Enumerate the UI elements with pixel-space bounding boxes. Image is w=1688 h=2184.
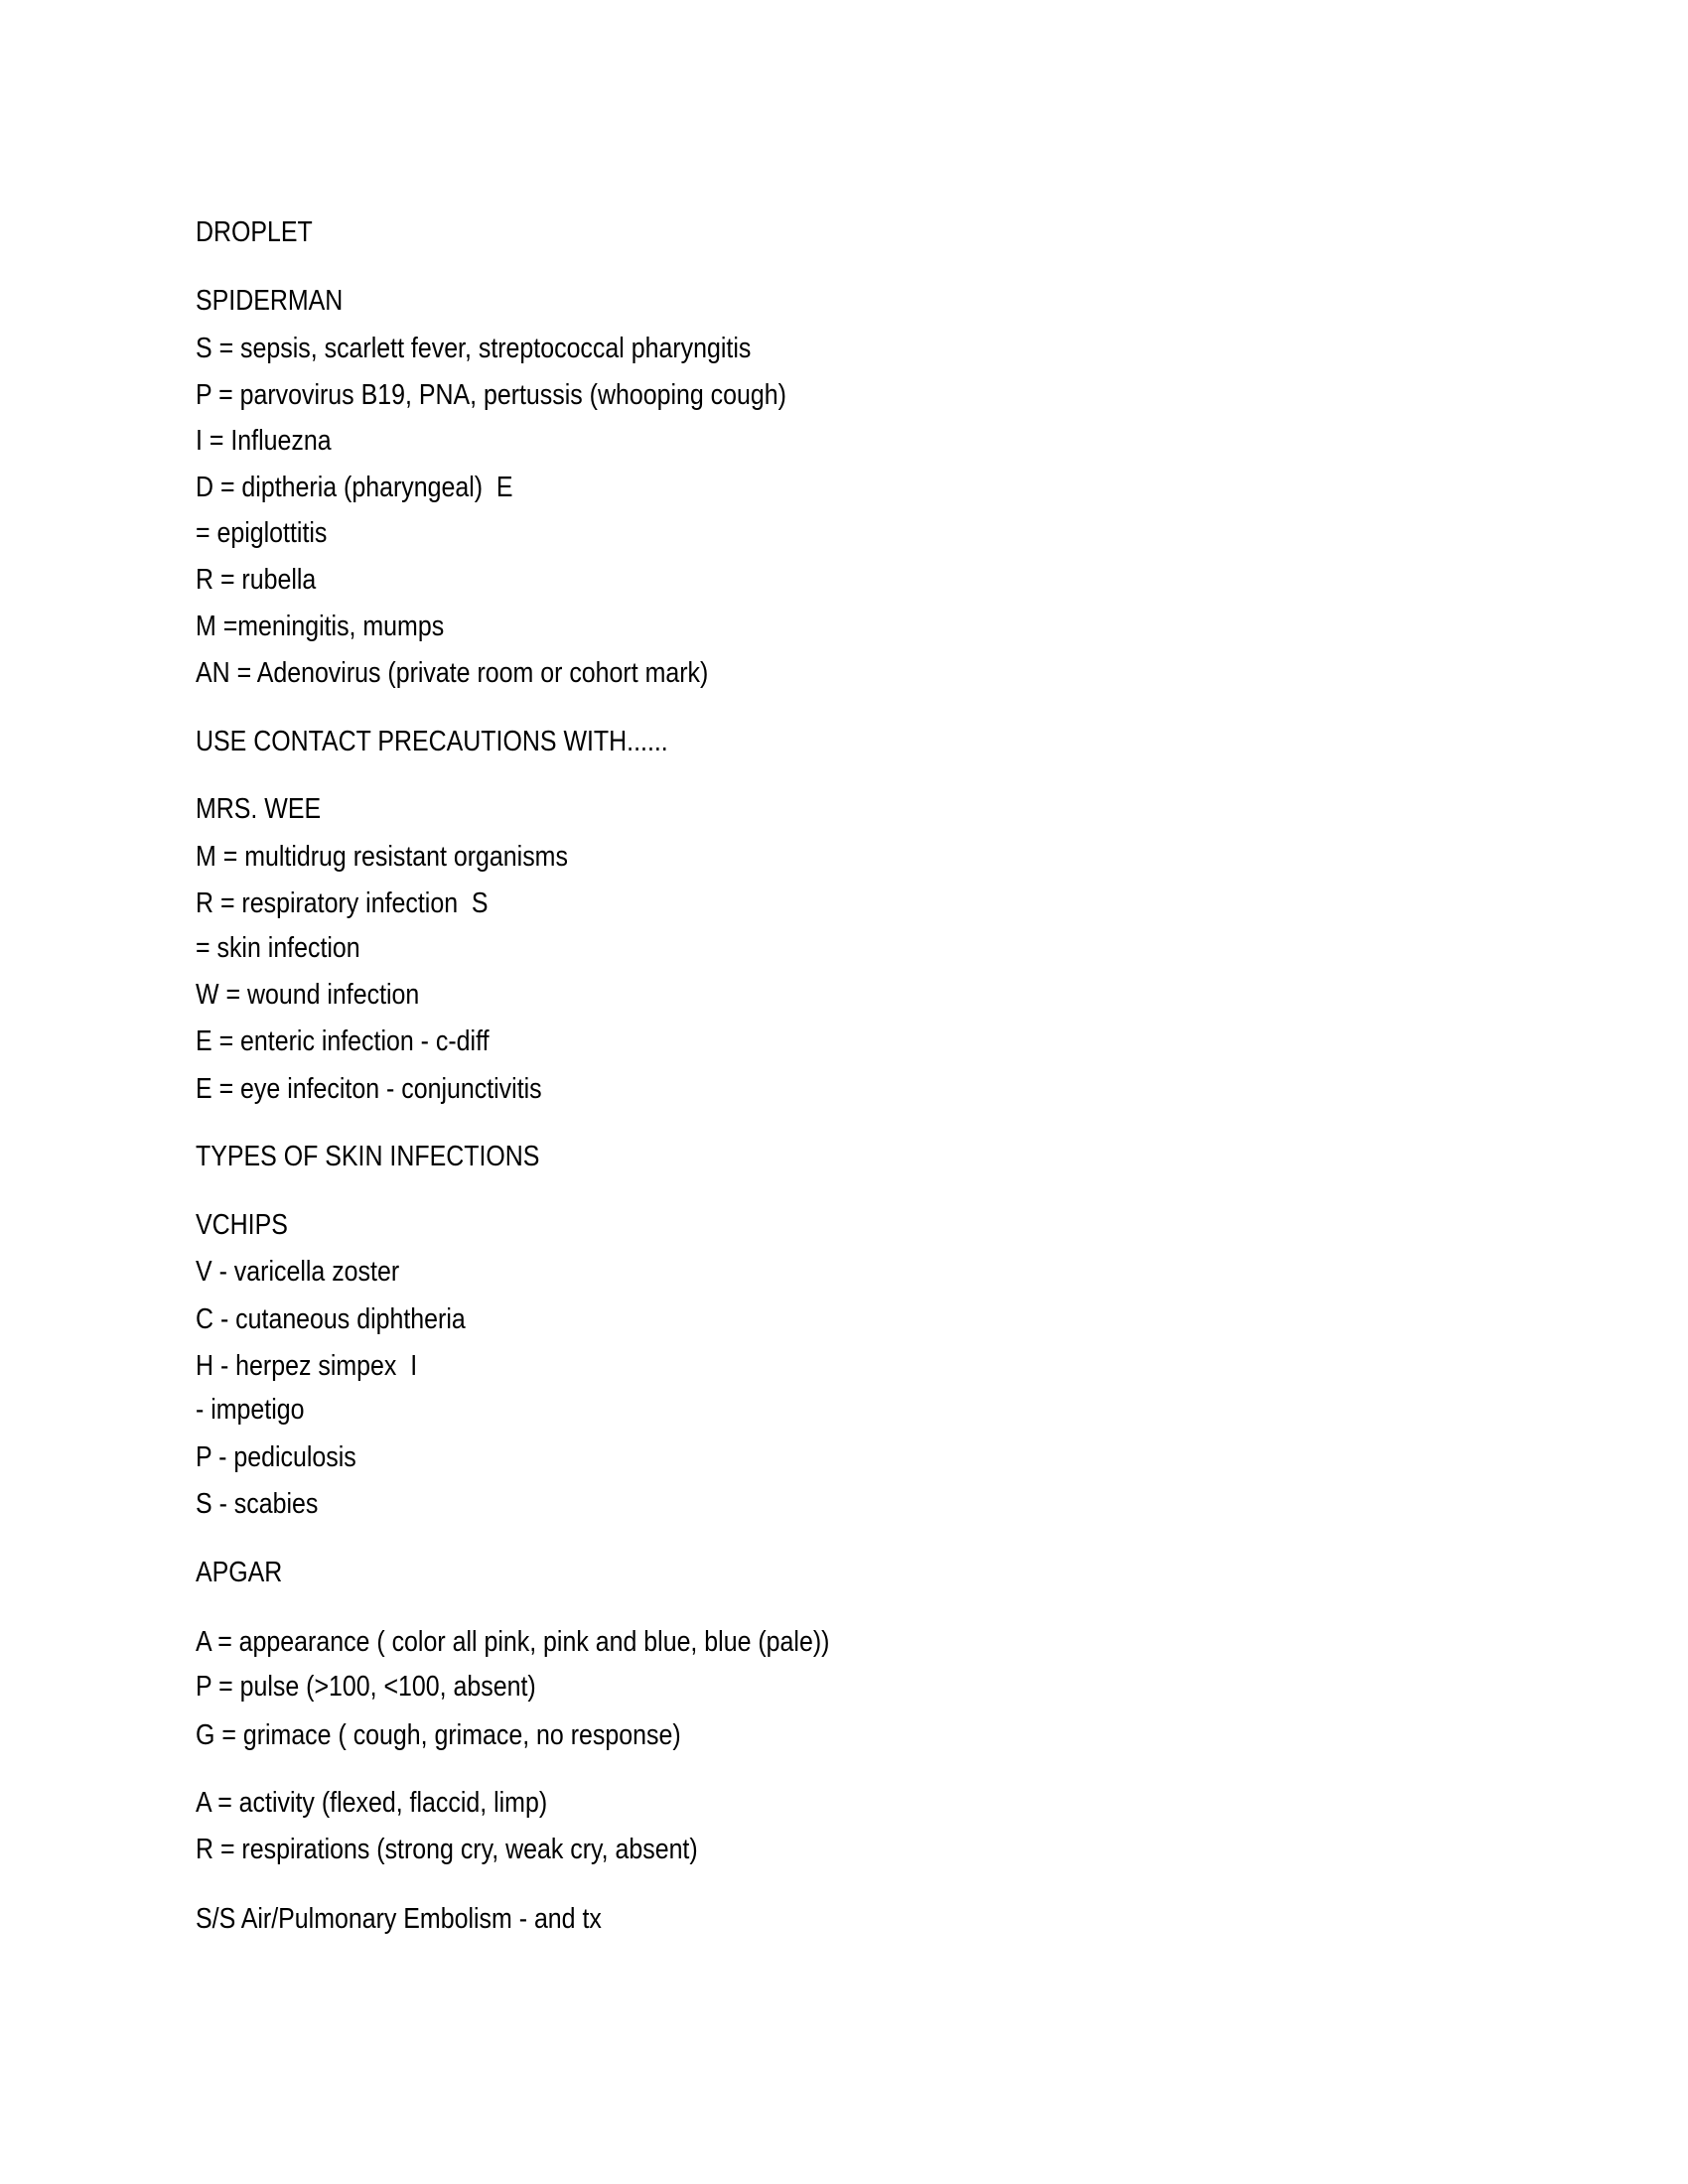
section-heading-droplet: DROPLET	[196, 216, 313, 248]
list-item: AN = Adenovirus (private room or cohort mark)	[196, 657, 709, 689]
list-item: E = enteric infection - c-diff	[196, 1025, 490, 1057]
section-heading-skin-infections: TYPES OF SKIN INFECTIONS	[196, 1141, 540, 1172]
list-item: D = diptheria (pharyngeal) E	[196, 472, 513, 503]
list-item: G = grimace ( cough, grimace, no response)	[196, 1719, 681, 1751]
list-item: A = activity (flexed, flaccid, limp)	[196, 1787, 548, 1819]
section-heading-embolism: S/S Air/Pulmonary Embolism - and tx	[196, 1903, 602, 1935]
list-item: M =meningitis, mumps	[196, 611, 445, 642]
mnemonic-mrs-wee: MRS. WEE	[196, 793, 322, 825]
list-item: W = wound infection	[196, 979, 420, 1011]
list-item: P = pulse (>100, <100, absent)	[196, 1671, 536, 1703]
list-item: P - pediculosis	[196, 1441, 356, 1473]
list-item: - impetigo	[196, 1394, 305, 1426]
list-item: C - cutaneous diphtheria	[196, 1303, 466, 1335]
list-item: I = Influezna	[196, 425, 332, 457]
list-item: H - herpez simpex I	[196, 1350, 418, 1382]
list-item: P = parvovirus B19, PNA, pertussis (whooping cough)	[196, 379, 786, 411]
list-item: R = respiratory infection S	[196, 887, 489, 919]
list-item: V - varicella zoster	[196, 1256, 400, 1288]
list-item: = epiglottitis	[196, 517, 328, 549]
list-item: A = appearance ( color all pink, pink and blue, blue (pale))	[196, 1626, 830, 1658]
list-item: R = rubella	[196, 564, 317, 596]
section-heading-contact-precautions: USE CONTACT PRECAUTIONS WITH......	[196, 726, 668, 757]
section-heading-apgar: APGAR	[196, 1557, 283, 1588]
mnemonic-spiderman: SPIDERMAN	[196, 285, 344, 317]
list-item: R = respirations (strong cry, weak cry, absent)	[196, 1834, 698, 1865]
list-item: S - scabies	[196, 1488, 319, 1520]
list-item: M = multidrug resistant organisms	[196, 841, 568, 873]
mnemonic-vchips: VCHIPS	[196, 1209, 288, 1241]
list-item: S = sepsis, scarlett fever, streptococcal pharyngitis	[196, 333, 752, 364]
list-item: = skin infection	[196, 932, 360, 964]
list-item: E = eye infeciton - conjunctivitis	[196, 1073, 542, 1105]
